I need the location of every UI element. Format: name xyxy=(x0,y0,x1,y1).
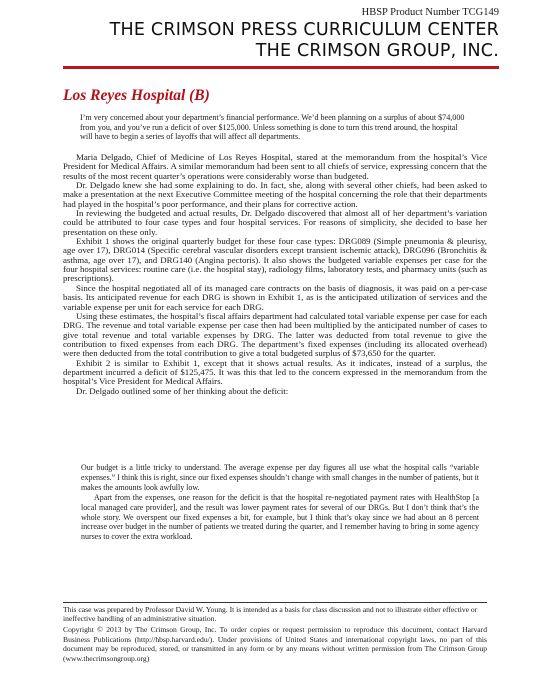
paragraph: Dr. Delgado knew she had some explaining to do. In fact, she, along with several other chiefs, had been asked to make a presentation at the next Executive Committee meeting of the hospital concerning the role that their departments had played in the hospital’s poor performance, and their plans for corrective action. xyxy=(63,180,487,209)
case-title: Los Reyes Hospital (B) xyxy=(63,87,210,104)
paragraph: In reviewing the budgeted and actual results, Dr. Delgado discovered that almost all of her department’s variation could be attributed to four case types and four hospital services. For reasons of simplicity, she decided to base her presentation on these only. xyxy=(63,208,487,237)
copyright-notice: Copyright © 2013 by The Crimson Group, Inc. To order copies or request permission to reproduce this document, contact Harvard Business Publications (http://hbsp.harvard.edu/). Under provisions of United States and international copyright laws, no part of this document may be reproduced, stored, or transmitted in any form or by any means without written permission from The Crimson Group (www.thecrimsongroup.org) xyxy=(63,625,487,663)
paragraph: Maria Delgado, Chief of Medicine of Los Reyes Hospital, stared at the memorandum from the hospital’s Vice President for Medical Affairs. A similar memorandum had been sent to all chiefs of service, expressing concern that the results of the most recent quarter’s operations were considerably worse than budgeted. xyxy=(63,152,487,181)
paragraph: Dr. Delgado outlined some of her thinking about the deficit: xyxy=(76,385,289,396)
case-body xyxy=(63,153,487,396)
paragraph: Exhibit 2 is similar to Exhibit 1, except that it shows actual results. As it indicates, instead of a surplus, the department incurred a deficit of $125,475. It was this that led to the concern expressed in the memorandum from the hospital’s Vice President for Medical Affairs. xyxy=(63,357,487,387)
header-divider xyxy=(63,66,499,69)
quote-paragraph: Apart from the expenses, one reason for the deficit is that the hospital re-negotiated payment rates with HealthStop [a local managed care provider], and the result was lower payment rates for several of our DRGs. But I don’t think that’s the whole story. We overspent our fixed expenses a bit, for example, but I think that’s okay since we had about an 8 percent increase over budget in the number of patients we treated during the quarter, and I remember having to bring in some agency nurses to cover the extra workload. xyxy=(81,492,479,542)
authorship-note: This case was prepared by Professor David W. Young. It is intended as a basis for class discussion and not to illustrate either effective or ineffective handling of an administrative situation. xyxy=(63,605,478,624)
quote-paragraph: Our budget is a little tricky to understand. The average expense per day figures all use what the hospital calls “variable expenses.” I think this is right, since our fixed expenses shouldn’t change with small changes in the number of patients, but it makes the amounts look awfully low. xyxy=(81,463,479,492)
publisher-group: THE CRIMSON GROUP, INC. xyxy=(255,41,499,61)
delgado-quote xyxy=(81,463,479,542)
publisher-name: THE CRIMSON PRESS CURRICULUM CENTER xyxy=(109,20,499,40)
memo-excerpt: I’m very concerned about your department’s financial performance. We’d been planning on a surplus of about $74,000 from you, and you’ve run a deficit of over $125,000. Unless something is done to turn this trend around, the hospital will have to begin a series of layoffs that will affect all departments. xyxy=(80,113,465,142)
paragraph: Since the hospital negotiated all of its managed care contracts on the basis of diagnosis, it was paid on a per-case basis. Its anticipated revenue for each DRG is shown in Exhibit 1, as is the anticipated utilization of services and the variable expense per unit for each service for each DRG. xyxy=(63,282,487,312)
product-number: HBSP Product Number TCG149 xyxy=(361,7,499,18)
paragraph: Exhibit 1 shows the original quarterly budget for these four case types: DRG089 (Simple pneumonia & pleurisy, age over 17), DRG014 (Specific cerebral vascular disorders except transient ischemic attack), DRG096 (Bronchitis & asthma, age over 17), and DRG140 (Angina pectoris). It also shows the budgeted variable expenses per case for the four hospital services: routine care (i.e. the hospital stay), radiology films, laboratory tests, and pharmacy units (such as prescriptions). xyxy=(63,236,487,284)
paragraph: Using these estimates, the hospital’s fiscal affairs department had calculated total variable expense per case for each DRG. The revenue and total variable expense per case then had been multiplied by the anticipated number of cases to give total revenue and total variable expenses by DRG. The latter was deducted from total revenue to give the contribution to fixed expenses from each DRG. The department’s fixed expenses (including its allocated overhead) were then deducted from the total contribution to give a total budgeted surplus of $73,650 for the quarter. xyxy=(63,310,487,359)
footer-divider xyxy=(63,602,487,603)
